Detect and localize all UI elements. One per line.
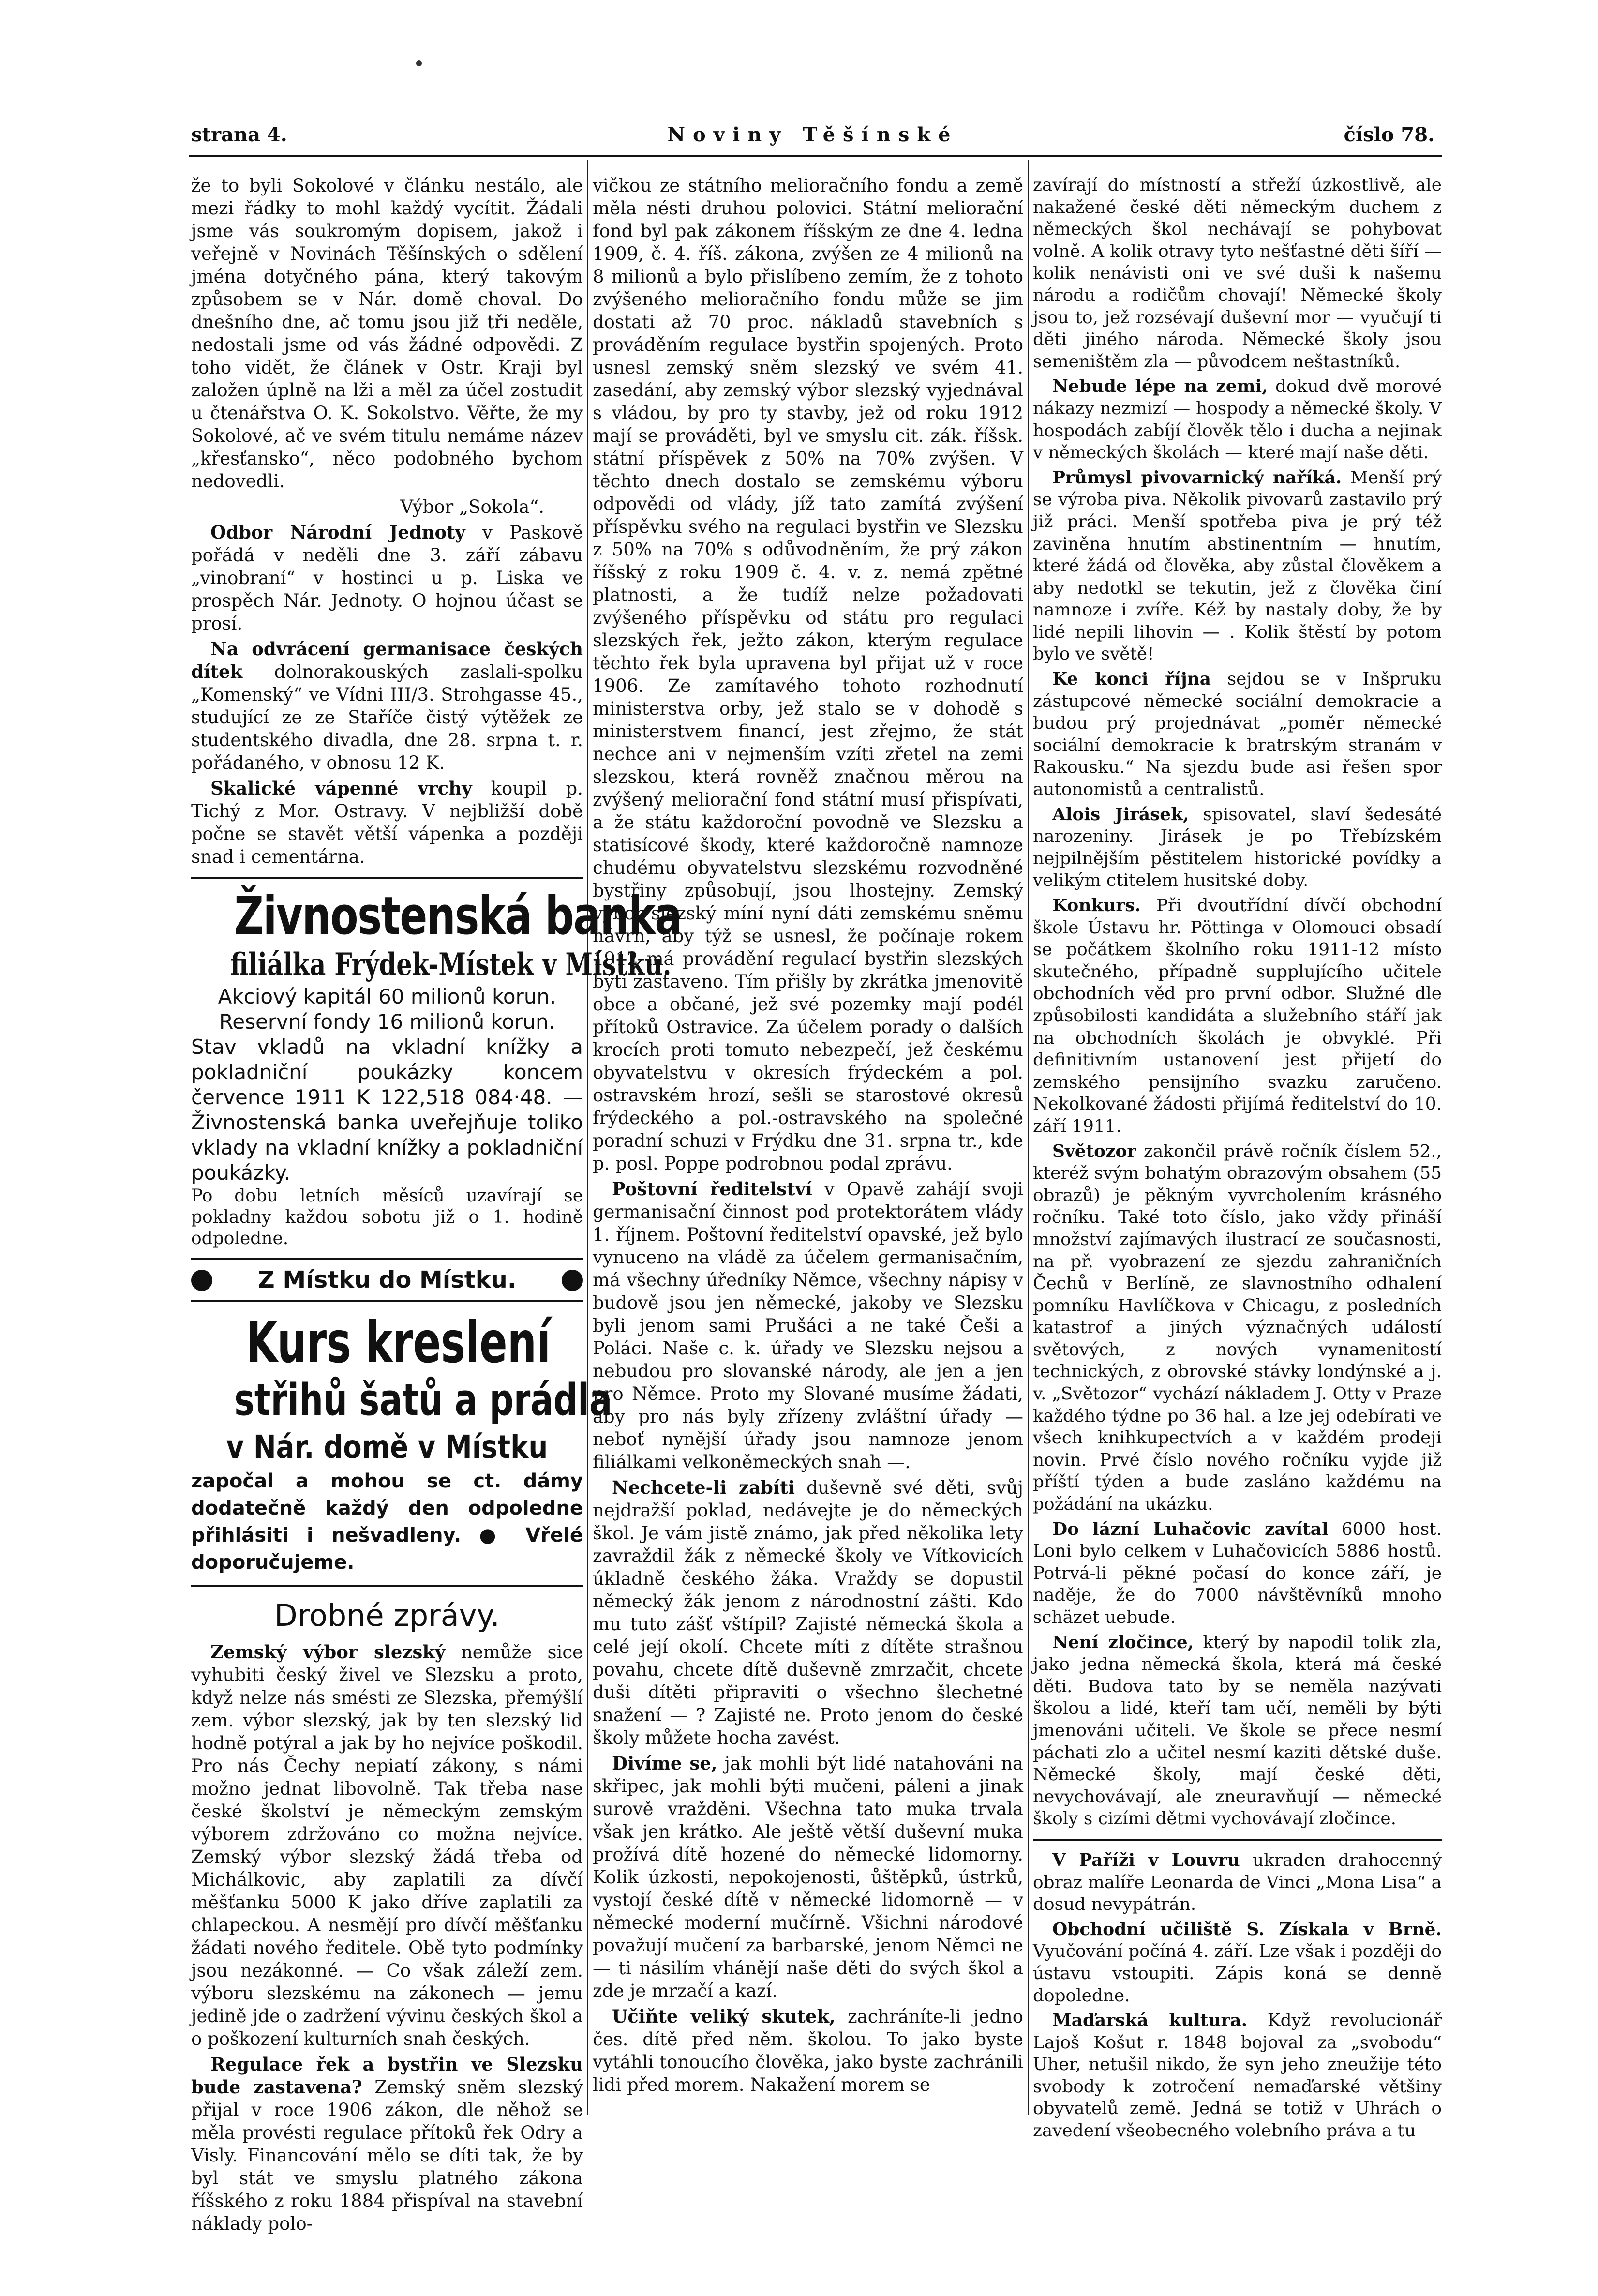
ad-separator [191,1300,583,1302]
article-zlocince [1033,1632,1442,1830]
article-text: Při dvoutřídní dívčí obchodní škole Ústavu hr. Pöttinga v Olomouci obsadí se počátkem školního roku 1911-12 místo skutečného, případně supplujícího učitele obchodních věd pro první odbor. Služné dle způsobilosti kandidáta a služebního stáří jak na obchodních školách je obvyklé. Při definitivním ustanovení jest přijetí do zemského pensijního svazku zaručeno. Nekolkované žádosti přijímá ředitelství do 10. září 1911. [1033,896,1442,1136]
article-text: dolnorakouských zaslali-spolku „Komenský“ ve Vídni III/3. Strohgasse 45., studující ze ze Staříče čistý výtěžek ze studentského divadla, dne 28. srpna t. r. pořádaného, v obnosu 12 K. [191,661,583,773]
article-text: dokud dvě morové nákazy nezmizí — hospody a německé školy. V hospodách zabíjí člověk tělo i ducha a nejinak v německých školách — které mají naše děti. [1033,376,1442,463]
newspaper-title: Noviny Těšínské [667,123,958,146]
article-text: v Opavě zahájí svoji germanisační činnost pod protektorátem vlády 1. říjnem. Poštovní ředitelství opavské, jež bylo vynuceno na vládě za účelem germanisačním, má všechny úředníky Němce, všechny nápisy v budově jsou jen německé, jakoby ve Slezsku byli jenom sami Prušáci a ne také Češi a Poláci. Naše c. k. úřady ve Slezsku nejsou a nebudou pro slovanské národy, ale jen a jen pro Němce. Proto my Slované musíme žádati, aby pro nás byly zřízeny zvláštní úřady — neboť nynější úřady jsou namnoze jenom filiálkami velkoněmeckých snah —. [593,1179,1023,1472]
course-subtitle: střihů šatů a prádla [234,1375,612,1426]
article-luhacovice [1033,1518,1442,1629]
article-text: ukraden drahocenný obraz malíře Leonarda de Vinci „Mona Lisa“ a dosud nevypátrán. [1033,1850,1442,1915]
article-postovni [593,1178,1023,1473]
page-number: strana 4. [191,123,287,146]
article-insbruck [1033,668,1442,801]
article-lead: V Paříži v Louvru [1052,1849,1240,1870]
bullet-icon [562,1270,583,1291]
article-lead: Obchodní učiliště S. Získala v Brně. [1052,1919,1442,1939]
column-divider [587,160,588,2115]
article-sokol-signature: Výbor „Sokola“. [400,496,544,517]
article-lead: Skalické vápenné vrchy [210,778,472,799]
article-lead: Maďarská kultura. [1052,2010,1248,2031]
page-header [191,123,1434,152]
ad-bar-label: Z Místku do Místku. [257,1266,517,1293]
article-text: 6000 host. Loni bylo celkem v Luhačovicích 5886 hostů. Potrvá-li pěkné počasí do konce září, je naděje, že do 7000 návštěvníků mnoho schäzet uebude. [1033,1519,1442,1627]
article-lead: Na odvrácení germanisace českých dítek [191,638,583,682]
article-lead: Odbor Národní Jednoty [210,522,465,543]
article-nechcete [593,1476,1023,1749]
article-nebude [1033,375,1442,464]
bank-deposits: Stav vkladů na vkladní knížky a pokladniční poukázky koncem července 1911 K 122,518 084·48. — Živnostenská banka uveřejňuje toliko vklady na vkladní knížky a pokladniční poukázky. [191,1035,583,1185]
article-text: Zemský sněm slezský přijal v roce 1906 zákon, dle něhož se měla provésti regulace přítoků řek Odry a Visly. Financování mělo se díti tak, že by byl stát ve smyslu platného zákona říšského z roku 1884 přispíval na stavební náklady polo- [191,2077,583,2234]
article-lead: Konkurs. [1052,895,1141,915]
section-title: Drobné zprávy. [274,1598,500,1633]
article-komensky [191,638,583,774]
article-zemsky-vybor [191,1641,583,2050]
bullet-icon [191,1270,212,1291]
article-lead: Průmysl pivovarnický naříká. [1052,467,1342,488]
article-lead: Do lázní Luhačovic zavítal [1052,1518,1329,1539]
article-text: Menší prý se výroba piva. Několik pivovarů zastavilo prý již práci. Menší spotřeba piva je prý též zaviněna hnutím abstinentním — hnutím, které žádá od člověka, aby zůstal člověkem a aby nedotkl se tekutin, jež z člověka činí namnoze i zvíře. Kéž by nastaly doby, že by lidé nepili lihovin — . Kolik štěstí by potom bylo ve světě! [1033,467,1442,664]
article-lead: Zemský výbor slezský [210,1641,446,1663]
article-text: Vyučování počíná 4. září. Lze však i později do ústavu vstoupiti. Zápis koná se denně dopoledne. [1033,1941,1442,2006]
article-lead: Divíme se, [612,1753,717,1774]
bank-reserve: Reservní fondy 16 milionů korun. [219,1010,555,1034]
article-regulace [191,2053,583,2235]
article-text: který by napodil tolik zla, jako jedna německá škola, která má české děti. Budova tato by se neměla nazývati školou a lidé, kteří tam učí, neměli by býti jmenováni učiteli. Ve škole se přece nesmí páchati zlo a učitel nesmí kaziti dětské duše. Německé školy, mají české děti, nevychovávají, ale zneuravňují — německé školy s cizími dětmi vychovávají zločince. [1033,1632,1442,1829]
ad-separator [191,1258,583,1260]
article-pivovar [1033,467,1442,665]
article-sokol-text: že to byli Sokolové v článku nestálo, ale mezi řádky to mohl každý vycítit. Žádali jsme vás soukromým dopisem, jakož i veřejně v Novinách Těšínských o sdělení jména dotyčného pána, který takovým způsobem se v Nár. domě choval. Do dnešního dne, ač tomu jsou již tři neděle, nedostali jsme od vás žádné odpovědi. Z toho vidět, že článek v Ostr. Kraji byl založen úplně na lži a měl za účel zostudit u čtenářstva O. K. Sokolstvo. Věřte, že my Sokolové, ač ve svém titulu nemáme název „křesťansko“, něco podobného bychom nedovedli. [191,175,583,492]
bank-hours: Po dobu letních měsíců uzavírají se pokladny každou sobotu již o 1. hodině odpoledne. [191,1186,583,1248]
article-paskov [191,521,583,635]
article-text: sejdou se v Inšpruku zástupcové německé sociální demokracie a budou prý projednávat „poměr německé sociální demokracie k bratrským stranám v Rakousku.“ Na sjezdu bude asi řešen spor autonomistů a centralistů. [1033,669,1442,800]
course-title: Kurs kreslení [246,1309,551,1376]
article-divime [593,1752,1023,2002]
article-lead: Alois Jirásek, [1052,804,1189,825]
article-text: v Paskově pořádá v neděli dne 3. září zábavu „vinobraní“ v hostinci u p. Liska ve prospěch Nár. Jednoty. O hojnou účast se prosí. [191,522,583,634]
article-lead: Učiňte veliký skutek, [612,2006,836,2027]
article-lead: Nebude lépe na zemi, [1052,376,1268,397]
article-skutek [593,2005,1023,2096]
article-separator [1033,1839,1442,1841]
article-konkurs [1033,895,1442,1138]
article-text: spisovatel, slaví šedesáté narozeniny. Jirásek je po Třebízském nejpilnějším pěstitelem historické povídky a velikým ctitelem husitské doby. [1033,804,1442,891]
article-text: koupil p. Tichý z Mor. Ostravy. V nejbližší době počne se stavět větší vápenka a později snad i cementárna. [191,778,583,867]
header-rule [189,155,1442,157]
column-2 [593,174,1023,2099]
article-skoly-cont: zavírají do místností a střeží úzkostlivě, ale nakažené české děti německým duchem z německých škol nechávají se pohybovat volně. A kolik otravy tyto nešťastné děti šíří — kolik nenávisti oni ve své duši k našemu národu a rodičům chovají! Německé školy jsou to, jež rozsévají duševní mor — vyučují ti děti jiného národa. Německé školy jsou semeništěm zla — původcem neštastníků. [1033,175,1442,372]
column-3 [1033,174,1442,2145]
article-svetozor [1033,1140,1442,1516]
article-lead: Poštovní ředitelství [612,1178,812,1200]
course-advertisement [191,1309,612,1576]
bank-branch: filiálka Frýdek-Místek v Místku. [230,946,672,983]
ad-separator [191,1585,583,1587]
article-text: duševně své děti, svůj nejdražší poklad, nedávejte je do německých škol. Je vám jistě známo, jak před několika lety zavraždil žák z německé školy ve Vítkovicích úkladně českého žáka. Vraždy se dopustil německý žák jenom z národnostní zášti. Kdo mu tuto zášť vštípil? Zajisté německá škola a celé její okolí. Chcete míti z dítěte strašnou povahu, chcete dítě duševně zmrzačit, chcete duši dítěti připraviti o všechno šlechetné snažení — ? Zajisté ne. Proto jenom do české školy můžete hocha zavést. [593,1477,1023,1748]
column-divider [1028,160,1029,2115]
article-jirasek [1033,804,1442,892]
article-text: nemůže sice vyhubiti český živel ve Slezsku a proto, když nelze nás smésti ze Slezska, přemýšlí zem. výbor slezský, jak by ten slezský lid hodně potýral a jak by ho nejvíce poškodil. Pro nás Čechy nepiatí zákony, s námi možno jednat libovolně. Tak třeba nase české školství je německým zemským výborem zdržováno co možna nejvíce. Zemský výbor slezský žádá třeba od Michálkovic, aby zaplatili za dívčí měšťanku 5000 K jako dříve zaplatili za chlapeckou. A nesmějí pro dívčí měšťanku žádati nového ředitele. Obě tyto podmínky jsou nezákonné. — Co však záleží zem. výboru slezskému na zákonech — jemu jedině jde o zadržení vývinu českých škol a o poškození kulturních snah českých. [191,1642,583,2049]
article-louvre [1033,1849,1442,1916]
bank-name: Živnostenská banka [234,886,682,946]
article-lead: Ke konci října [1052,669,1211,690]
article-lead: Nechcete-li zabíti [612,1477,795,1498]
bank-advertisement [191,886,682,1249]
course-location: v Nár. domě v Místku [226,1428,548,1466]
ad-bar [191,1266,583,1293]
article-ziskal [1033,1919,1442,2007]
article-lead: Světozor [1052,1140,1136,1161]
article-text: jak mohli být lidé natahováni na skřipec, jak mohli býti mučeni, páleni a jinak surově vražděni. Všechna tato muka trvala však jen krátko. Ale ještě větší duševní muka prožívá dítě hozené do německé lidomorny. Kolik úzkosti, nepokojenosti, ůštěpků, ústrků, vystojí české dítě v německé lidomorně — v německé moderní mučírně. Všichni národové považují mučení za barbarské, jenom Němci ne — ti násilím vhánějí naše děti do svých škol a zde je mrzačí a kazí. [593,1753,1023,2001]
issue-number: číslo 78. [1344,123,1434,146]
article-regulace-cont: vičkou ze státního melioračního fondu a země měla nésti druhou polovici. Státní meliorační fond byl pak zákonem říšským ze dne 4. ledna 1909, č. 4. říš. zákona, zvýšen ze 4 milionů na 8 milionů a bylo přislíbeno zemím, že z tohoto zvýšeného melioračního fondu může se jim dostati až 70 proc. nákladů stavebních s prováděním regulace bystřin spojených. Proto usnesl zemský sněm slezský ve svém 41. zasedání, aby zemský výbor slezský vyjednával s vládou, by pro ty stavby, jež od roku 1912 mají se prováděti, byl ve smyslu cit. zák. říšsk. státní příspěvek z 50% na 70% zvýšen. V těchto dnech dostalo se zemskému výboru odpovědi od vlády, jíž tato zamítá zvýšení příspěvku svého na regulaci bystřin ve Slezsku z 50% na 70% s odůvodněním, že prý zákon říšský z roku 1909 č. 4. v. z. nemá zpětné platnosti, a že tudíž nelze požadovati zvýšeného příspěvku od státu pro regulaci slezských řek, ježto zákon, kterým regulace těchto řek byla upravena byl přijat už v roce 1906. Ze zamítavého tohoto rozhodnutí ministerstva orby, jež stalo se v dohodě s ministerstvem financí, jest zřejmo, že stát nechce ani v nejmenším vzíti zřetel na zemi slezskou, která rovněž značnou měrou na zvýšený meliorační fond státní musí přispívati, a že státu každoroční povodně ve Slezsku a statisícové škody, které každoročně namnoze chudému obyvatelstvu slezskému rozvodněné bystřiny způsobují, jsou lhostejny. Zemský výbor slezský míní nyní dáti zemskému sněmu návrh, aby týž se usnesl, že počínaje rokem 1912 má provádění regulací bystřin slezských býti zastaveno. Tím přišly by zkrátka jmenovitě obce a občané, jež své pozemky mají podél přítoků Ostravice. Za účelem porady o dalších krocích proti tomuto nebezpečí, jež českému obyvatelstvu v okresích frýdeckém a pol. ostravském hrozí, sešli se starostové okresů frýdeckého a pol.-ostravského na společné poradní schuzi v Frýdku dne 31. srpna tr., kde p. posl. Poppe podrobnou podal zprávu. [593,175,1023,1174]
bank-capital: Akciový kapitál 60 milionů korun. [218,985,556,1008]
course-text: započal a mohou se ct. dámy dodatečně každý den odpoledne přihlásiti i nešvadleny. ● Vřelé doporučujeme. [191,1470,583,1574]
ad-separator [191,877,583,879]
article-text: Když revolucionář Lajoš Košut r. 1848 bojoval za „svobodu“ Uher, netušil nikdo, že syn jeho zneužije této svobody k zotročení nemaďarské většiny obyvatelů země. Jedná se totiž v Uhrách o zavedení všeobecného volebního práva a tu [1033,2011,1442,2141]
print-speck [416,60,422,66]
article-lead: Regulace řek a bystřin ve Slezsku bude zastavena? [191,2054,583,2098]
article-madarska [1033,2010,1442,2142]
article-skalice [191,777,583,868]
article-lead: Není zločince, [1052,1632,1194,1652]
article-text: zachráníte-li jedno čes. dítě před něm. školou. To jako byste vytáhli tonoucího člověka, jako byste zachránili lidi před morem. Nakažení morem se [593,2006,1023,2095]
article-text: zakončil právě ročník číslem 52., kteréž svým bohatým obrazovým obsahem (55 obrazů) je pěkným vyvrcholením krásného ročníku. Také toto číslo, jako vždy přináší množství zajímavých ilustrací ze současnosti, na př. vyobrazení ze sjezdu zahraničních Čechů v Berlíně, ze slavnostního odhalení pomníku Havlíčkova v Chicagu, z posledních katastrof a jiných význačných událostí světových, z nových vynamenitostí technických, z obrovské stávky londýnské a j. v. „Světozor“ vychází nákladem J. Otty v Praze každého týdne po 36 hal. a lze jej odebírati ve všech knihkupectvích a v každém prodeji novin. Prvé číslo nového ročníku vyjde již příští týden a bude zasláno každému na požádání na ukázku. [1033,1141,1442,1515]
